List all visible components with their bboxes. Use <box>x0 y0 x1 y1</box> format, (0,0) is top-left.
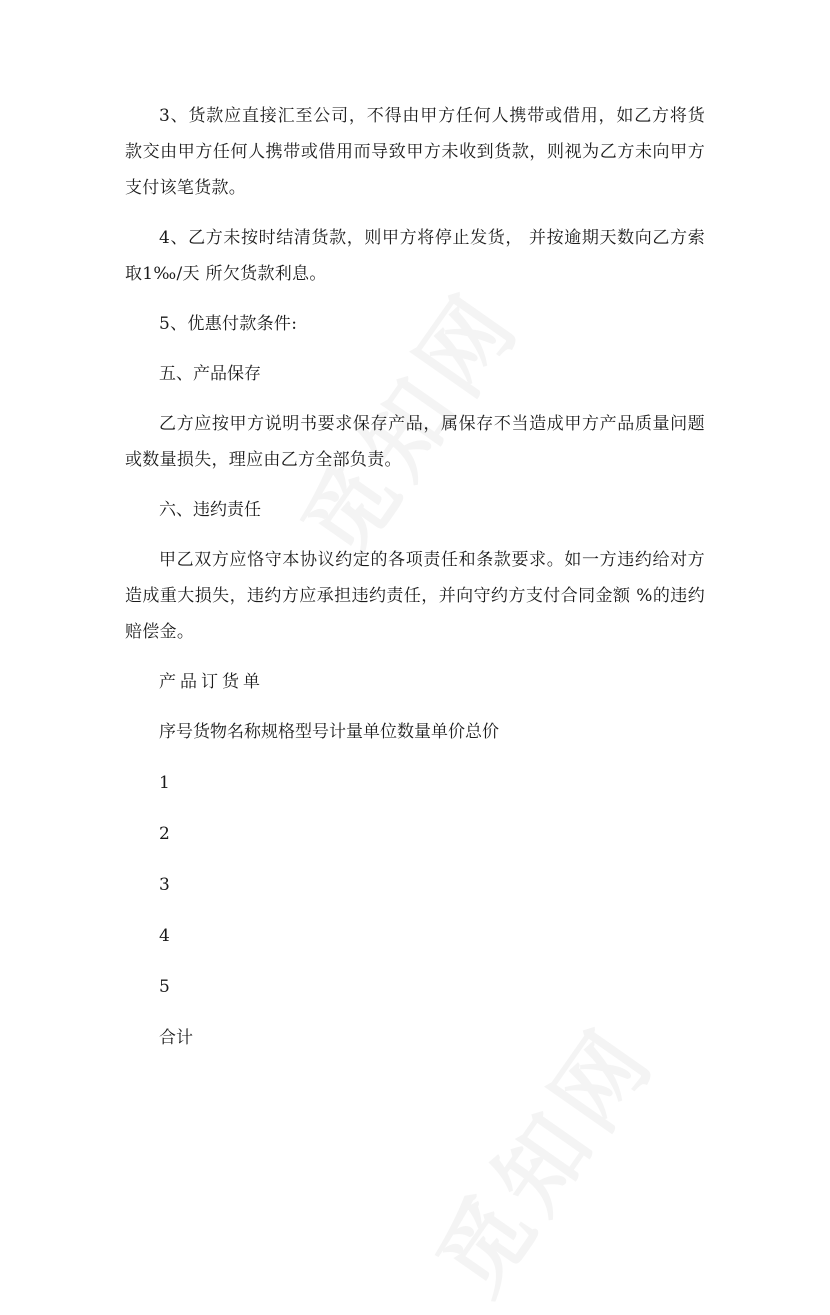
clause-3: 3、货款应直接汇至公司，不得由甲方任何人携带或借用，如乙方将货款交由甲方任何人携带或借用而导致甲方未收到货款，则视为乙方未向甲方支付该笔货款。 <box>125 106 705 198</box>
section-body-liability: 甲乙双方应恪守本协议约定的各项责任和条款要求。如一方违约给对方造成重大损失，违约方应承担违约责任，并向守约方支付合同金额 %的违约赔偿金。 <box>125 550 705 642</box>
order-form-row: 5 <box>159 977 170 997</box>
order-form-row: 3 <box>159 875 170 895</box>
clause-4: 4、乙方未按时结清货款，则甲方将停止发货， 并按逾期天数向乙方索取1‰/天 所欠货款利息。 <box>125 228 705 284</box>
order-form-total: 合计 <box>159 1028 193 1048</box>
order-form-row: 2 <box>159 824 170 844</box>
section-heading-storage: 五、产品保存 <box>159 364 261 384</box>
clause-5: 5、优惠付款条件: <box>159 314 298 334</box>
order-form-title: 产品订货单 <box>159 672 264 692</box>
order-form-header: 序号货物名称规格型号计量单位数量单价总价 <box>159 722 499 742</box>
section-body-storage: 乙方应按甲方说明书要求保存产品，属保存不当造成甲方产品质量问题或数量损失，理应由乙方全部负责。 <box>125 414 705 470</box>
document-body <box>125 98 705 1071</box>
section-heading-liability: 六、违约责任 <box>159 500 261 520</box>
order-form-row: 4 <box>159 926 170 946</box>
order-form-row: 1 <box>159 773 170 793</box>
